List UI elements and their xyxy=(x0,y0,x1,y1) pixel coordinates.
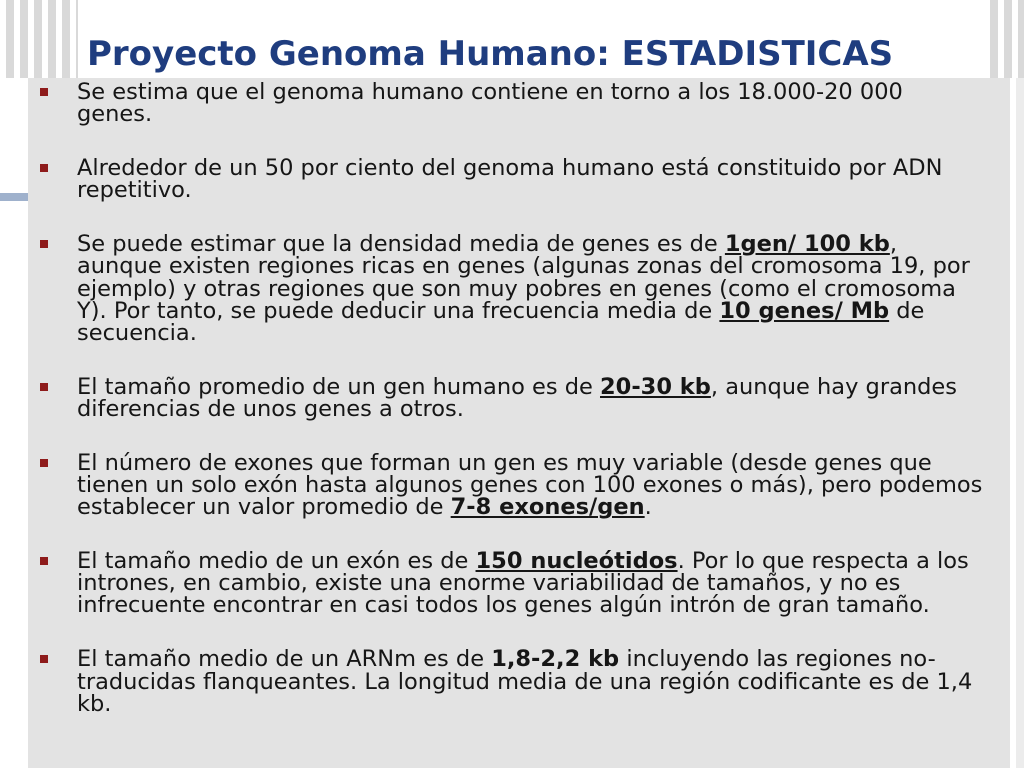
bullet-line xyxy=(77,548,1002,575)
text-segment: infrecuente encontrar en casi todos los genes algún intrón de gran tamaño. xyxy=(77,592,930,619)
slide-title: Proyecto Genoma Humano: ESTADISTICAS xyxy=(87,34,894,74)
text-segment: , aunque hay grandes xyxy=(710,373,957,400)
text-segment: Se estima que el genoma humano contiene en torno a los 18.000-20 000 xyxy=(77,79,903,105)
text-segment: kb. xyxy=(77,690,112,717)
bullet-line xyxy=(77,494,1002,521)
bullet-line xyxy=(77,155,1002,182)
key-figure: 10 genes/ Mb xyxy=(719,297,890,324)
stripe-decoration-left xyxy=(0,0,78,78)
text-segment: El número de exones que forman un gen es muy variable (desde genes que xyxy=(77,449,932,476)
text-segment: El tamaño medio de un exón es de xyxy=(77,548,476,575)
text-segment: repetitivo. xyxy=(77,177,192,204)
key-figure: 20-30 kb xyxy=(600,373,711,400)
bullet-line xyxy=(77,319,1002,346)
text-segment: genes. xyxy=(77,101,153,128)
bullet-line xyxy=(77,81,1002,103)
text-segment: . Por lo que respecta a los xyxy=(677,548,969,575)
stripe-decoration-right xyxy=(990,0,1024,78)
bullet-line xyxy=(77,668,1002,695)
bullet-line xyxy=(77,592,1002,619)
right-edge-decoration xyxy=(1010,78,1024,768)
bullet-line xyxy=(77,449,1002,476)
bullet-line xyxy=(77,646,1002,673)
square-bullet-icon xyxy=(40,557,48,565)
square-bullet-icon xyxy=(40,383,48,391)
bullet-item xyxy=(77,155,1002,204)
text-segment: traducidas flanqueantes. La longitud media de una región codificante es de 1,4 xyxy=(77,668,973,695)
square-bullet-icon xyxy=(40,240,48,248)
text-segment: establecer un valor promedio de xyxy=(77,494,451,521)
text-segment: secuencia. xyxy=(77,319,197,346)
text-segment: , xyxy=(889,231,898,258)
bullet-item xyxy=(77,373,1002,422)
bullet-line xyxy=(77,570,1002,597)
text-segment: El tamaño promedio de un gen humano es de xyxy=(77,373,601,400)
bullet-item xyxy=(77,79,1002,128)
bullet-line xyxy=(77,474,1002,496)
text-segment: ejemplo) y otras regiones que son muy pobres en genes (como el cromosoma xyxy=(77,275,956,302)
square-bullet-icon xyxy=(40,164,48,172)
text-segment: intrones, en cambio, existe una enorme variabilidad de tamaños, y no es xyxy=(77,570,901,597)
key-figure: 1gen/ 100 kb xyxy=(724,231,890,258)
text-segment: incluyendo las regiones no- xyxy=(619,646,936,673)
text-segment: diferencias de unos genes a otros. xyxy=(77,395,464,422)
text-segment: tienen un solo exón hasta algunos genes con 100 exones o más), pero podemos xyxy=(77,472,983,498)
bullet-line xyxy=(77,297,1002,324)
key-figure: 7-8 exones/gen xyxy=(450,494,645,521)
bullet-item xyxy=(77,648,1002,715)
text-segment: . xyxy=(644,494,652,521)
text-segment: de xyxy=(889,297,925,324)
text-segment: Se puede estimar que la densidad media de genes es de xyxy=(77,231,725,258)
bullet-line xyxy=(77,395,1002,422)
bullet-line xyxy=(77,373,1002,400)
bullet-line xyxy=(77,275,1002,302)
text-segment: El tamaño medio de un ARNm es de xyxy=(77,646,492,673)
bullet-line xyxy=(77,101,1002,128)
bullet-item xyxy=(77,233,1002,344)
square-bullet-icon xyxy=(40,88,48,96)
text-segment: Alrededor de un 50 por ciento del genoma humano está constituido por ADN xyxy=(77,155,943,182)
bullet-line xyxy=(77,177,1002,204)
square-bullet-icon xyxy=(40,459,48,467)
bullet-line xyxy=(77,231,1002,258)
bullet-list xyxy=(77,81,1002,715)
square-bullet-icon xyxy=(40,655,48,663)
accent-bar xyxy=(0,193,28,201)
key-figure: 150 nucleótidos xyxy=(475,548,678,575)
bullet-item xyxy=(77,550,1002,617)
text-segment: Y). Por tanto, se puede deducir una frecuencia media de xyxy=(77,297,720,324)
key-figure: 1,8-2,2 kb xyxy=(491,646,620,673)
bullet-line xyxy=(77,253,1002,280)
text-segment: aunque existen regiones ricas en genes (algunas zonas del cromosoma 19, por xyxy=(77,253,970,280)
bullet-line xyxy=(77,690,1002,717)
bullet-item xyxy=(77,449,1002,521)
